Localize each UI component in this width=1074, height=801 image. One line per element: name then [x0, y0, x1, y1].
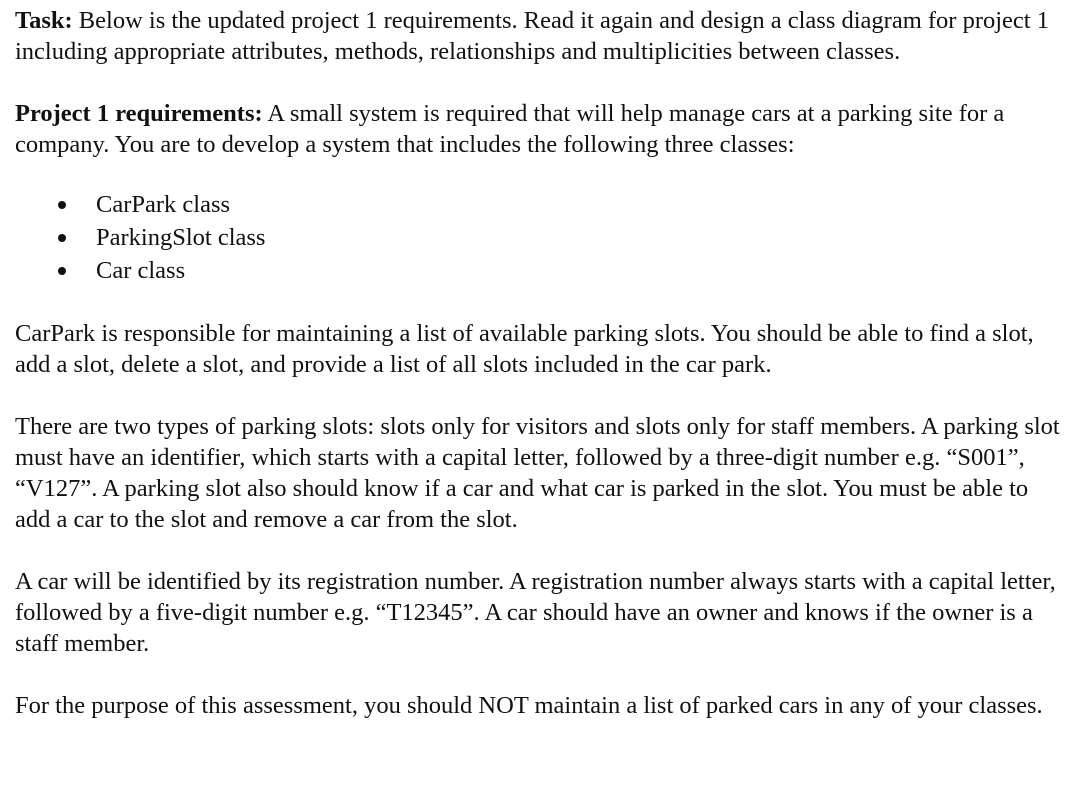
task-label: Task: [15, 7, 73, 34]
class-name: Car class [96, 257, 186, 284]
car-paragraph: A car will be identified by its registration number. A registration number always starts with a capital letter, followed by a five-digit number e.g. “T12345”. A car should have an owner and knows if the owner is a staff member. [15, 568, 1056, 657]
document-body [15, 5, 1065, 752]
requirements-label: Project 1 requirements: [15, 100, 263, 127]
requirements-paragraph [15, 98, 1065, 160]
note-paragraph: For the purpose of this assessment, you should NOT maintain a list of parked cars in any of your classes. [15, 692, 1043, 719]
slots-paragraph: There are two types of parking slots: slots only for visitors and slots only for staff members. A parking slot must have an identifier, which starts with a capital letter, followed by a three-digit number e.g. “S001”, “V127”. A parking slot also should know if a car and what car is parked in the slot. You must be able to add a car to the slot and remove a car from the slot. [15, 413, 1060, 533]
class-name: CarPark class [96, 191, 231, 218]
bullet-icon [58, 267, 66, 275]
list-item [15, 221, 1065, 254]
class-name: ParkingSlot class [96, 224, 266, 251]
requirements-text: A small system is required that will help manage cars at a parking site for a company. You are to develop a system that includes the following three classes: [15, 100, 1005, 158]
list-item [15, 254, 1065, 287]
list-item [15, 188, 1065, 221]
bullet-icon [58, 234, 66, 242]
bullet-icon [58, 201, 66, 209]
class-list [15, 188, 1065, 287]
task-text: Below is the updated project 1 requirements. Read it again and design a class diagram for project 1 including appropriate attributes, methods, relationships and multiplicities between classes. [15, 7, 1049, 65]
task-paragraph [15, 5, 1065, 67]
carpark-paragraph: CarPark is responsible for maintaining a list of available parking slots. You should be able to find a slot, add a slot, delete a slot, and provide a list of all slots included in the car park. [15, 320, 1034, 378]
